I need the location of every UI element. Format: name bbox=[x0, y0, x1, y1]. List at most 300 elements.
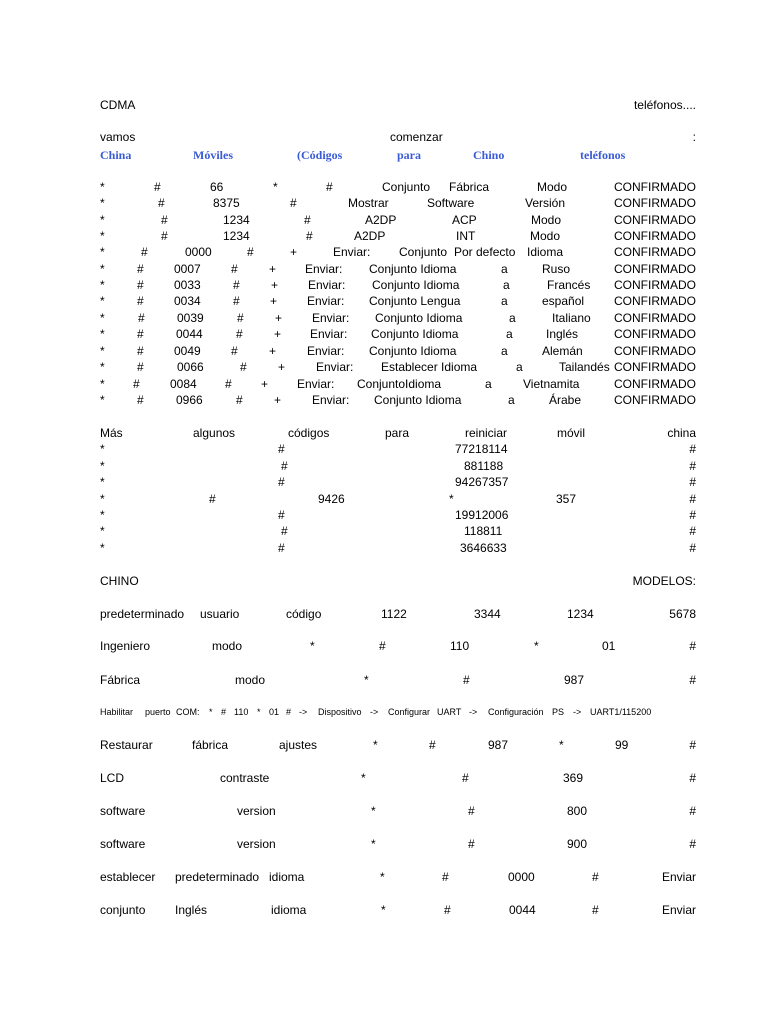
reset-cell: * bbox=[449, 492, 454, 506]
reset-heading-word: china bbox=[667, 426, 696, 440]
code-cell: # bbox=[290, 196, 297, 210]
reset-cell: * bbox=[100, 492, 105, 506]
code-cell: Enviar: bbox=[310, 327, 348, 341]
code-cell: Vietnamita bbox=[523, 377, 580, 391]
code-cell: + bbox=[269, 262, 277, 276]
model-cell: conjunto bbox=[100, 903, 146, 917]
model-cell: version bbox=[237, 837, 276, 851]
code-row bbox=[100, 392, 696, 408]
model-cell: Ingeniero bbox=[100, 639, 151, 653]
model-row bbox=[100, 770, 696, 786]
code-cell: * bbox=[273, 180, 278, 194]
model-cell: # bbox=[442, 870, 449, 884]
code-cell: español bbox=[542, 294, 585, 308]
model-cell: * bbox=[371, 837, 376, 851]
code-status: CONFIRMADO bbox=[614, 229, 696, 243]
code-cell: # bbox=[326, 180, 333, 194]
code-cell: Tailandés bbox=[559, 360, 610, 374]
model-cell: # bbox=[592, 903, 599, 917]
model-cell: * bbox=[209, 707, 213, 717]
model-cell: PS bbox=[552, 707, 565, 717]
model-row bbox=[100, 672, 696, 688]
code-cell: # bbox=[240, 360, 247, 374]
title-cdma: CDMA bbox=[100, 98, 136, 112]
model-cell: # bbox=[221, 707, 227, 717]
model-cell: * bbox=[380, 870, 385, 884]
code-cell: # bbox=[161, 213, 168, 227]
reset-heading bbox=[100, 425, 696, 441]
code-cell: a bbox=[516, 360, 523, 374]
code-cell: 0039 bbox=[177, 311, 204, 325]
model-cell: usuario bbox=[200, 607, 240, 621]
model-cell: -> bbox=[573, 707, 582, 717]
code-cell: # bbox=[158, 196, 165, 210]
code-status: CONFIRMADO bbox=[614, 262, 696, 276]
model-cell: COM: bbox=[176, 707, 200, 717]
code-row bbox=[100, 195, 696, 211]
code-cell: a bbox=[501, 344, 508, 358]
title-line bbox=[100, 97, 696, 113]
model-cell: 1122 bbox=[381, 607, 407, 621]
reset-row bbox=[100, 523, 696, 539]
code-cell: 0066 bbox=[177, 360, 204, 374]
reset-cell: # bbox=[278, 508, 285, 522]
code-cell: Árabe bbox=[549, 393, 582, 407]
code-cell: Inglés bbox=[546, 327, 579, 341]
code-cell: # bbox=[304, 213, 311, 227]
reset-cell: 881188 bbox=[464, 459, 504, 473]
code-cell: Idioma bbox=[527, 245, 564, 259]
model-cell: 3344 bbox=[474, 607, 501, 621]
code-cell: Modo bbox=[537, 180, 568, 194]
model-cell: 1234 bbox=[567, 607, 594, 621]
model-cell: * bbox=[310, 639, 315, 653]
subtitle-word: Chino bbox=[473, 148, 505, 162]
code-cell: 1234 bbox=[223, 229, 250, 243]
models-heading-left: CHINO bbox=[100, 574, 139, 588]
model-cell: Enviar bbox=[661, 903, 696, 917]
reset-row bbox=[100, 540, 696, 556]
code-cell: # bbox=[133, 377, 140, 391]
code-cell: * bbox=[100, 344, 105, 358]
reset-cell: # bbox=[689, 459, 696, 473]
model-cell: -> bbox=[299, 707, 308, 717]
code-cell: # bbox=[137, 278, 144, 292]
code-cell: Enviar: bbox=[316, 360, 354, 374]
code-row bbox=[100, 310, 696, 326]
reset-cell: # bbox=[689, 524, 696, 538]
code-cell: Modo bbox=[531, 213, 562, 227]
code-row bbox=[100, 179, 696, 195]
code-cell: Conjunto Lengua bbox=[369, 294, 461, 308]
subtitle-word: teléfonos bbox=[580, 148, 626, 162]
model-cell: 5678 bbox=[669, 607, 696, 621]
code-cell: # bbox=[137, 327, 144, 341]
model-cell: * bbox=[381, 903, 386, 917]
code-status: CONFIRMADO bbox=[614, 245, 696, 259]
model-cell: 0000 bbox=[508, 870, 535, 884]
model-cell: Restaurar bbox=[100, 738, 153, 752]
reset-cell: 94267357 bbox=[455, 475, 509, 489]
code-cell: # bbox=[154, 180, 161, 194]
code-cell: Enviar: bbox=[305, 262, 343, 276]
model-cell: modo bbox=[212, 639, 243, 653]
code-cell: A2DP bbox=[365, 213, 397, 227]
model-cell: Configurar bbox=[388, 707, 431, 717]
model-cell: version bbox=[237, 804, 276, 818]
code-status: CONFIRMADO bbox=[614, 196, 696, 210]
code-cell: * bbox=[100, 229, 105, 243]
model-cell: código bbox=[286, 607, 322, 621]
reset-cell: 3646633 bbox=[460, 541, 507, 555]
reset-row bbox=[100, 458, 696, 474]
code-cell: * bbox=[100, 180, 105, 194]
model-cell: -> bbox=[469, 707, 478, 717]
code-cell: # bbox=[141, 245, 148, 259]
model-cell: 369 bbox=[563, 771, 584, 785]
title-phones: teléfonos.... bbox=[633, 98, 696, 112]
reset-cell: * bbox=[100, 508, 105, 522]
model-cell: # bbox=[689, 771, 696, 785]
model-cell: * bbox=[361, 771, 366, 785]
code-cell: a bbox=[506, 327, 513, 341]
code-cell: * bbox=[100, 294, 105, 308]
code-cell: * bbox=[100, 196, 105, 210]
code-cell: Enviar: bbox=[307, 294, 345, 308]
model-cell: # bbox=[689, 738, 696, 752]
model-cell: modo bbox=[235, 673, 266, 687]
model-cell: * bbox=[371, 804, 376, 818]
model-cell: UART1/115200 bbox=[590, 707, 652, 717]
code-cell: # bbox=[225, 377, 232, 391]
code-cell: a bbox=[501, 262, 508, 276]
model-cell: establecer bbox=[100, 870, 156, 884]
reset-cell: * bbox=[100, 442, 105, 456]
models-heading-right: MODELOS: bbox=[632, 574, 696, 588]
code-cell: * bbox=[100, 327, 105, 341]
code-status: CONFIRMADO bbox=[614, 311, 696, 325]
code-cell: Enviar: bbox=[333, 245, 371, 259]
code-cell: # bbox=[236, 327, 243, 341]
model-cell: 987 bbox=[564, 673, 585, 687]
code-cell: # bbox=[137, 393, 144, 407]
code-cell: * bbox=[100, 278, 105, 292]
code-cell: * bbox=[100, 360, 105, 374]
reset-row bbox=[100, 507, 696, 523]
code-cell: Conjunto Idioma bbox=[372, 278, 460, 292]
intro-line bbox=[100, 129, 696, 145]
reset-heading-word: móvil bbox=[557, 426, 586, 440]
code-cell: 0084 bbox=[170, 377, 197, 391]
reset-cell: # bbox=[689, 508, 696, 522]
code-cell: * bbox=[100, 262, 105, 276]
code-cell: # bbox=[237, 311, 244, 325]
code-cell: + bbox=[269, 344, 277, 358]
model-cell: Habilitar bbox=[100, 707, 134, 717]
model-cell: # bbox=[689, 837, 696, 851]
code-cell: 66 bbox=[210, 180, 224, 194]
code-cell: A2DP bbox=[354, 229, 386, 243]
code-row bbox=[100, 277, 696, 293]
code-cell: INT bbox=[456, 229, 476, 243]
code-cell: Enviar: bbox=[308, 278, 346, 292]
model-cell: fábrica bbox=[192, 738, 229, 752]
code-cell: # bbox=[137, 360, 144, 374]
code-row bbox=[100, 359, 696, 375]
model-cell: 110 bbox=[234, 707, 249, 717]
reset-cell: 77218114 bbox=[455, 442, 508, 456]
reset-heading-word: códigos bbox=[288, 426, 330, 440]
model-cell: 0044 bbox=[509, 903, 536, 917]
code-status: CONFIRMADO bbox=[614, 360, 696, 374]
code-cell: * bbox=[100, 213, 105, 227]
code-cell: + bbox=[274, 393, 282, 407]
code-status: CONFIRMADO bbox=[614, 327, 696, 341]
model-cell: 110 bbox=[450, 639, 470, 653]
model-cell: software bbox=[100, 837, 146, 851]
code-row bbox=[100, 293, 696, 309]
reset-cell: * bbox=[100, 459, 105, 473]
code-cell: Fábrica bbox=[449, 180, 490, 194]
code-row bbox=[100, 261, 696, 277]
model-cell: # bbox=[689, 673, 696, 687]
code-status: CONFIRMADO bbox=[614, 393, 696, 407]
code-cell: 0049 bbox=[174, 344, 201, 358]
code-cell: Conjunto Idioma bbox=[371, 327, 459, 341]
code-cell: ConjuntoIdioma bbox=[357, 377, 442, 391]
code-cell: a bbox=[509, 311, 516, 325]
code-cell: Establecer Idioma bbox=[381, 360, 478, 374]
code-cell: # bbox=[233, 294, 240, 308]
code-cell: Enviar: bbox=[307, 344, 345, 358]
code-cell: Conjunto bbox=[399, 245, 448, 259]
reset-cell: # bbox=[278, 442, 285, 456]
model-cell: 01 bbox=[602, 639, 616, 653]
code-row bbox=[100, 343, 696, 359]
code-cell: # bbox=[231, 262, 238, 276]
model-cell: # bbox=[463, 673, 470, 687]
model-cell: 987 bbox=[488, 738, 509, 752]
code-cell: a bbox=[485, 377, 492, 391]
code-status: CONFIRMADO bbox=[614, 377, 696, 391]
model-cell: # bbox=[379, 639, 386, 653]
reset-cell: 118811 bbox=[464, 524, 503, 538]
code-cell: * bbox=[100, 245, 105, 259]
code-cell: # bbox=[137, 294, 144, 308]
code-cell: + bbox=[271, 278, 279, 292]
model-cell: predeterminado bbox=[175, 870, 260, 884]
intro-word: vamos bbox=[100, 130, 136, 144]
code-row bbox=[100, 376, 696, 392]
code-cell: + bbox=[274, 327, 282, 341]
code-cell: * bbox=[100, 377, 105, 391]
model-cell: software bbox=[100, 804, 146, 818]
model-cell: # bbox=[689, 804, 696, 818]
code-cell: # bbox=[137, 262, 144, 276]
reset-row bbox=[100, 441, 696, 457]
code-cell: ACP bbox=[452, 213, 477, 227]
code-status: CONFIRMADO bbox=[614, 278, 696, 292]
code-cell: + bbox=[278, 360, 286, 374]
code-cell: Enviar: bbox=[312, 393, 350, 407]
code-status: CONFIRMADO bbox=[614, 180, 696, 194]
reset-cell: 9426 bbox=[318, 492, 345, 506]
code-row bbox=[100, 244, 696, 260]
code-cell: Versión bbox=[525, 196, 566, 210]
subtitle-word: China bbox=[100, 148, 132, 162]
subtitle-line bbox=[100, 147, 696, 163]
subtitle-word: para bbox=[397, 148, 421, 162]
model-cell: * bbox=[364, 673, 369, 687]
code-cell: a bbox=[503, 278, 510, 292]
reset-heading-word: para bbox=[385, 426, 410, 440]
code-cell: Conjunto bbox=[382, 180, 431, 194]
code-cell: Enviar: bbox=[297, 377, 335, 391]
model-cell: * bbox=[559, 738, 564, 752]
code-cell: a bbox=[508, 393, 515, 407]
model-row bbox=[100, 803, 696, 819]
model-cell: * bbox=[373, 738, 378, 752]
code-cell: Ruso bbox=[542, 262, 571, 276]
code-cell: # bbox=[233, 278, 240, 292]
model-row bbox=[100, 836, 696, 852]
model-cell: # bbox=[429, 738, 436, 752]
code-cell: # bbox=[231, 344, 238, 358]
code-cell: Conjunto Idioma bbox=[375, 311, 463, 325]
code-cell: Alemán bbox=[542, 344, 583, 358]
model-cell: 99 bbox=[615, 738, 629, 752]
model-cell: -> bbox=[370, 707, 379, 717]
model-cell: contraste bbox=[220, 771, 270, 785]
model-cell: Enviar bbox=[661, 870, 696, 884]
code-cell: Modo bbox=[530, 229, 561, 243]
model-cell: idioma bbox=[271, 903, 307, 917]
model-cell: Fábrica bbox=[100, 673, 141, 687]
code-cell: # bbox=[137, 344, 144, 358]
model-cell: * bbox=[257, 707, 261, 717]
code-row bbox=[100, 212, 696, 228]
code-cell: 0000 bbox=[185, 245, 212, 259]
code-cell: Francés bbox=[547, 278, 591, 292]
model-row bbox=[100, 606, 696, 622]
code-cell: # bbox=[161, 229, 168, 243]
model-cell: Configuración bbox=[488, 707, 544, 717]
code-cell: + bbox=[270, 294, 278, 308]
model-row bbox=[100, 737, 696, 753]
code-cell: 0034 bbox=[174, 294, 201, 308]
reset-cell: # bbox=[689, 442, 696, 456]
reset-cell: * bbox=[100, 524, 105, 538]
model-cell: # bbox=[592, 870, 599, 884]
code-cell: Por defecto bbox=[454, 245, 516, 259]
code-cell: Conjunto Idioma bbox=[369, 262, 457, 276]
model-cell: # bbox=[444, 903, 451, 917]
model-cell: # bbox=[462, 771, 469, 785]
model-cell: idioma bbox=[269, 870, 305, 884]
model-row bbox=[100, 869, 696, 885]
code-cell: 1234 bbox=[223, 213, 250, 227]
model-cell: 01 bbox=[269, 707, 280, 717]
model-cell: # bbox=[286, 707, 292, 717]
intro-word: comenzar bbox=[390, 130, 443, 144]
code-status: CONFIRMADO bbox=[614, 294, 696, 308]
model-row bbox=[100, 902, 696, 918]
model-cell: predeterminado bbox=[100, 607, 185, 621]
code-row bbox=[100, 326, 696, 342]
model-cell: ajustes bbox=[279, 738, 318, 752]
code-status: CONFIRMADO bbox=[614, 344, 696, 358]
reset-row bbox=[100, 491, 696, 507]
reset-cell: # bbox=[689, 492, 696, 506]
reset-cell: 357 bbox=[556, 492, 577, 506]
models-heading bbox=[100, 573, 696, 589]
model-cell: # bbox=[468, 837, 475, 851]
intro-colon: : bbox=[692, 130, 696, 144]
reset-cell: * bbox=[100, 541, 105, 555]
reset-cell: # bbox=[689, 475, 696, 489]
code-cell: + bbox=[275, 311, 283, 325]
reset-row bbox=[100, 474, 696, 490]
reset-heading-word: Más bbox=[100, 426, 123, 440]
reset-cell: # bbox=[278, 475, 285, 489]
code-cell: # bbox=[247, 245, 254, 259]
model-cell: * bbox=[534, 639, 539, 653]
code-cell: + bbox=[261, 377, 269, 391]
code-cell: Italiano bbox=[552, 311, 591, 325]
reset-cell: * bbox=[100, 475, 105, 489]
code-cell: * bbox=[100, 311, 105, 325]
code-cell: 8375 bbox=[213, 196, 240, 210]
code-cell: Software bbox=[427, 196, 475, 210]
model-cell: puerto bbox=[145, 707, 171, 717]
code-row bbox=[100, 228, 696, 244]
code-cell: # bbox=[138, 311, 145, 325]
code-cell: Conjunto Idioma bbox=[369, 344, 457, 358]
reset-cell: # bbox=[209, 492, 216, 506]
code-status: CONFIRMADO bbox=[614, 213, 696, 227]
code-cell: + bbox=[290, 245, 298, 259]
code-cell: 0044 bbox=[176, 327, 203, 341]
model-cell: # bbox=[468, 804, 475, 818]
reset-heading-word: reiniciar bbox=[465, 426, 508, 440]
model-cell: Inglés bbox=[175, 903, 208, 917]
code-cell: # bbox=[306, 229, 313, 243]
code-cell: 0966 bbox=[176, 393, 203, 407]
code-cell: Enviar: bbox=[312, 311, 350, 325]
reset-cell: 19912006 bbox=[455, 508, 509, 522]
subtitle-word: Móviles bbox=[193, 148, 233, 162]
model-cell: Dispositivo bbox=[318, 707, 362, 717]
model-cell: 900 bbox=[567, 837, 588, 851]
code-cell: a bbox=[501, 294, 508, 308]
model-cell: LCD bbox=[100, 771, 125, 785]
reset-cell: # bbox=[281, 524, 288, 538]
code-cell: * bbox=[100, 393, 105, 407]
reset-cell: # bbox=[689, 541, 696, 555]
subtitle-word: (Códigos bbox=[297, 148, 343, 162]
reset-cell: # bbox=[278, 541, 285, 555]
model-cell: 800 bbox=[567, 804, 588, 818]
reset-heading-word: algunos bbox=[193, 426, 236, 440]
code-cell: Conjunto Idioma bbox=[374, 393, 462, 407]
model-cell: UART bbox=[437, 707, 462, 717]
code-cell: 0007 bbox=[174, 262, 201, 276]
code-cell: 0033 bbox=[174, 278, 201, 292]
model-cell: # bbox=[689, 639, 696, 653]
code-cell: # bbox=[236, 393, 243, 407]
code-cell: Mostrar bbox=[348, 196, 389, 210]
reset-cell: # bbox=[281, 459, 288, 473]
